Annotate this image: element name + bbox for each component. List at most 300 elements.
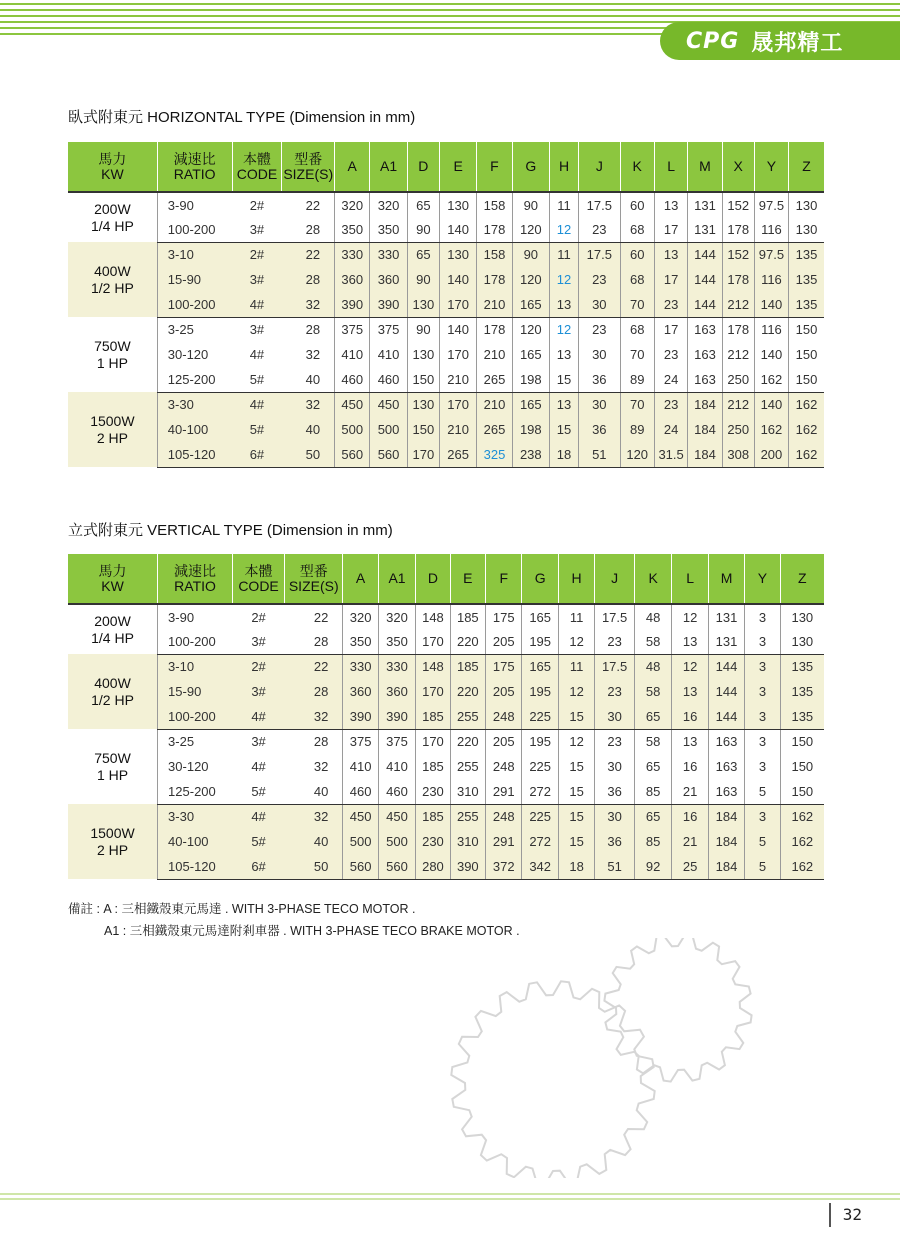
dimension-cell: 225 <box>522 754 558 779</box>
code-cell: 4# <box>233 704 285 729</box>
code-cell: 4# <box>233 804 285 829</box>
dimension-cell: 195 <box>522 629 558 654</box>
column-header <box>416 554 450 604</box>
ratio-cell: 3-30 <box>157 392 232 417</box>
column-header <box>558 554 594 604</box>
ratio-cell: 105-120 <box>157 442 232 467</box>
power-hp: 1 HP <box>96 766 129 783</box>
code-cell: 5# <box>233 829 285 854</box>
column-header <box>780 554 824 604</box>
ratio-cell: 30-120 <box>157 342 232 367</box>
dimension-cell: 184 <box>688 417 722 442</box>
dimension-cell: 13 <box>672 729 708 754</box>
dimension-cell: 30 <box>579 392 621 417</box>
column-header-label: G <box>534 570 546 586</box>
column-header-label: L <box>686 570 694 586</box>
dimension-cell: 12 <box>558 729 594 754</box>
column-header <box>789 142 824 192</box>
dimension-cell: 152 <box>722 192 754 217</box>
dimension-cell: 13 <box>654 242 688 267</box>
ratio-cell: 100-200 <box>157 217 232 242</box>
dimension-cell: 68 <box>620 217 654 242</box>
size-cell: 28 <box>305 322 321 338</box>
dimension-cell: 162 <box>780 854 824 879</box>
motor-group <box>68 242 824 317</box>
size-cell: 28 <box>285 679 343 704</box>
dimension-cell: 185 <box>416 704 450 729</box>
horizontal-dimension-table <box>68 142 824 468</box>
size-cell: 32 <box>305 347 321 362</box>
column-header-label: 型番 <box>294 150 323 167</box>
dimension-cell: 198 <box>512 367 549 392</box>
column-header <box>407 142 439 192</box>
dimension-cell: 205 <box>486 729 522 754</box>
column-header-sublabel: RATIO <box>173 165 216 182</box>
code-cell: 6# <box>233 854 285 879</box>
dimension-cell: 11 <box>549 242 578 267</box>
table-row <box>68 442 824 467</box>
dimension-cell: 152 <box>722 242 754 267</box>
column-header-label: 本體 <box>244 562 273 579</box>
power-hp: 1/4 HP <box>91 629 134 646</box>
dimension-cell: 68 <box>620 317 654 342</box>
dimension-cell: 48 <box>634 604 671 629</box>
table-row <box>68 629 824 654</box>
dimension-cell: 144 <box>708 704 744 729</box>
dimension-cell: 144 <box>688 292 722 317</box>
dimension-cell: 225 <box>522 704 558 729</box>
dimension-cell: 163 <box>708 779 744 804</box>
dimension-cell: 3 <box>745 629 780 654</box>
dimension-cell: 390 <box>378 704 415 729</box>
dimension-cell: 410 <box>378 754 415 779</box>
column-header-sublabel: CODE <box>238 577 279 594</box>
column-header-label: J <box>595 158 603 174</box>
dimension-cell: 130 <box>789 192 824 217</box>
code-cell: 2# <box>233 654 285 679</box>
power-cell <box>68 729 158 804</box>
power-kw: 400W <box>94 674 131 691</box>
dimension-cell: 220 <box>450 679 485 704</box>
dimension-cell: 13 <box>549 342 578 367</box>
dimension-cell: 135 <box>789 242 824 267</box>
dimension-cell: 372 <box>486 854 522 879</box>
column-header <box>158 554 233 604</box>
table-row <box>68 317 824 342</box>
motor-group <box>68 654 824 729</box>
dimension-cell: 163 <box>708 729 744 754</box>
dimension-cell: 170 <box>416 679 450 704</box>
dimension-cell: 30 <box>595 804 635 829</box>
dimension-cell: 165 <box>512 292 549 317</box>
dimension-cell: 178 <box>477 267 512 292</box>
dimension-cell: 97.5 <box>754 192 788 217</box>
column-header-label: 型番 <box>299 562 328 579</box>
dimension-cell: 51 <box>579 442 621 467</box>
motor-group <box>68 192 824 242</box>
code-cell: 3# <box>233 629 285 654</box>
dimension-cell: 25 <box>672 854 708 879</box>
code-cell: 2# <box>251 609 266 625</box>
ratio-cell: 3-25 <box>158 729 233 754</box>
dimension-cell: 36 <box>579 417 621 442</box>
column-header <box>282 142 335 192</box>
dimension-cell: 150 <box>780 754 824 779</box>
dimension-cell: 330 <box>370 242 407 267</box>
dimension-cell: 560 <box>370 442 407 467</box>
column-header-label: 減速比 <box>173 150 216 167</box>
dimension-cell: 65 <box>407 192 439 217</box>
dimension-cell: 70 <box>620 342 654 367</box>
motor-group <box>68 317 824 392</box>
dimension-cell: 120 <box>512 317 549 342</box>
dimension-cell: 3 <box>745 804 780 829</box>
dimension-cell: 212 <box>722 342 754 367</box>
column-header <box>378 554 415 604</box>
dimension-cell: 90 <box>512 242 549 267</box>
dimension-cell: 162 <box>789 442 824 467</box>
dimension-cell: 23 <box>595 679 635 704</box>
power-kw: 200W <box>94 612 131 629</box>
dimension-cell: 163 <box>688 367 722 392</box>
column-header-label: 馬力 <box>98 562 127 579</box>
table-row <box>68 192 824 217</box>
dimension-cell: 320 <box>370 192 407 217</box>
dimension-cell: 184 <box>708 804 744 829</box>
dimension-cell: 375 <box>370 317 407 342</box>
dimension-cell: 178 <box>722 217 754 242</box>
dimension-cell: 150 <box>780 729 824 754</box>
column-header-label: A1 <box>380 158 398 174</box>
column-header <box>579 142 621 192</box>
dimension-cell: 500 <box>335 417 370 442</box>
dimension-cell: 210 <box>477 292 512 317</box>
dimension-cell: 17.5 <box>579 192 621 217</box>
dimension-cell: 248 <box>486 804 522 829</box>
column-header-label: 減速比 <box>174 562 217 579</box>
size-cell: 28 <box>313 734 329 750</box>
code-cell: 3# <box>232 217 282 242</box>
code-cell: 4# <box>232 392 282 417</box>
dimension-cell: 92 <box>634 854 671 879</box>
column-header <box>439 142 476 192</box>
dimension-cell: 23 <box>579 317 621 342</box>
motor-group <box>68 804 824 879</box>
power-kw: 200W <box>94 200 131 217</box>
horizontal-section-title: 臥式附東元 HORIZONTAL TYPE (Dimension in mm) <box>68 109 416 126</box>
dimension-cell: 163 <box>688 317 722 342</box>
ratio-cell: 15-90 <box>158 679 233 704</box>
dimension-cell: 560 <box>378 854 415 879</box>
dimension-cell: 65 <box>407 242 439 267</box>
size-cell: 40 <box>285 829 343 854</box>
dimension-cell: 144 <box>708 679 744 704</box>
table-row <box>68 417 824 442</box>
dimension-cell: 17.5 <box>595 604 635 629</box>
column-header-label: M <box>720 570 733 586</box>
size-cell: 22 <box>285 654 343 679</box>
dimension-cell: 175 <box>486 604 522 629</box>
column-header-label: M <box>699 158 711 174</box>
column-header-label: E <box>463 570 473 586</box>
dimension-cell: 65 <box>634 804 671 829</box>
power-cell <box>68 242 157 317</box>
dimension-cell: 3 <box>745 679 780 704</box>
dimension-cell: 212 <box>722 392 754 417</box>
column-header-label: E <box>453 158 463 174</box>
column-header-label: 馬力 <box>98 150 127 167</box>
brand-name: 晟邦精工 <box>751 30 844 56</box>
dimension-cell: 460 <box>343 779 378 804</box>
dimension-cell: 21 <box>672 779 708 804</box>
dimension-cell: 130 <box>407 292 439 317</box>
dimension-cell: 11 <box>558 604 594 629</box>
column-header-label: D <box>427 570 438 586</box>
ratio-cell: 100-200 <box>158 704 233 729</box>
power-kw: 750W <box>94 337 131 354</box>
dimension-cell: 60 <box>620 192 654 217</box>
column-header <box>285 554 343 604</box>
dimension-cell: 230 <box>416 829 450 854</box>
column-header-label: Z <box>802 158 811 174</box>
dimension-cell: 120 <box>512 267 549 292</box>
dimension-cell: 178 <box>722 317 754 342</box>
code-cell: 3# <box>233 679 285 704</box>
column-header <box>450 554 485 604</box>
ratio-cell: 125-200 <box>157 367 232 392</box>
dimension-cell: 15 <box>558 704 594 729</box>
dimension-cell: 375 <box>343 729 378 754</box>
column-header <box>343 554 378 604</box>
dimension-cell: 150 <box>789 342 824 367</box>
power-hp: 1/2 HP <box>91 691 134 708</box>
dimension-cell: 255 <box>450 704 485 729</box>
dimension-cell: 18 <box>549 442 578 467</box>
dimension-cell: 30 <box>595 704 635 729</box>
size-cell: 22 <box>282 242 335 267</box>
dimension-cell: 250 <box>722 417 754 442</box>
column-header <box>370 142 407 192</box>
dimension-cell: 15 <box>558 779 594 804</box>
dimension-cell: 205 <box>486 629 522 654</box>
dimension-cell: 13 <box>672 679 708 704</box>
dimension-cell: 390 <box>335 292 370 317</box>
dimension-cell: 165 <box>512 342 549 367</box>
column-header <box>68 142 157 192</box>
column-header-sublabel: KW <box>101 165 124 182</box>
dimension-cell: 280 <box>416 854 450 879</box>
power-hp: 2 HP <box>96 429 128 446</box>
column-header <box>688 142 722 192</box>
dimension-cell: 23 <box>579 267 621 292</box>
dimension-cell: 116 <box>754 217 788 242</box>
size-cell: 50 <box>285 854 343 879</box>
dimension-cell: 560 <box>335 442 370 467</box>
table-row <box>68 704 824 729</box>
dimension-cell: 460 <box>378 779 415 804</box>
column-header <box>745 554 780 604</box>
column-header <box>477 142 512 192</box>
dimension-cell: 130 <box>439 242 476 267</box>
dimension-cell: 500 <box>343 829 378 854</box>
dimension-cell: 170 <box>407 442 439 467</box>
dimension-cell: 3 <box>745 604 780 629</box>
dimension-cell: 375 <box>378 729 415 754</box>
code-cell: 5# <box>232 367 282 392</box>
column-header-label: Z <box>798 570 807 586</box>
table-row <box>68 367 824 392</box>
dimension-cell: 210 <box>439 417 476 442</box>
power-hp: 1/2 HP <box>90 279 134 296</box>
power-cell <box>68 804 158 879</box>
dimension-cell: 17 <box>654 267 688 292</box>
dimension-cell: 230 <box>416 779 450 804</box>
dimension-cell: 342 <box>522 854 558 879</box>
dimension-cell: 184 <box>708 854 744 879</box>
code-cell: 4# <box>232 292 282 317</box>
code-cell: 5# <box>232 417 282 442</box>
table-row <box>68 804 824 829</box>
column-header <box>654 142 688 192</box>
dimension-cell: 3 <box>745 654 780 679</box>
dimension-cell: 272 <box>522 779 558 804</box>
dimension-cell: 65 <box>634 704 671 729</box>
dimension-cell: 24 <box>654 417 688 442</box>
code-cell: 2# <box>249 197 265 213</box>
dimension-cell: 291 <box>486 829 522 854</box>
dimension-cell: 58 <box>634 729 671 754</box>
column-header-label: A1 <box>388 570 406 586</box>
dimension-cell: 12 <box>549 317 578 342</box>
dimension-cell: 70 <box>620 392 654 417</box>
dimension-cell: 165 <box>522 604 558 629</box>
column-header <box>754 142 788 192</box>
dimension-cell: 140 <box>439 317 476 342</box>
dimension-cell: 144 <box>688 242 722 267</box>
dimension-cell: 360 <box>343 679 378 704</box>
dimension-cell: 144 <box>688 267 722 292</box>
brand-banner <box>660 22 900 60</box>
table-row <box>68 242 824 267</box>
column-header-label: A <box>347 158 357 174</box>
ratio-cell: 105-120 <box>158 854 233 879</box>
dimension-cell: 36 <box>595 779 635 804</box>
size-cell: 50 <box>282 442 335 467</box>
code-cell: 3# <box>232 267 282 292</box>
power-kw: 750W <box>94 749 131 766</box>
dimension-cell: 30 <box>579 342 621 367</box>
column-header <box>549 142 578 192</box>
column-header <box>486 554 522 604</box>
table-row <box>68 654 824 679</box>
code-cell: 5# <box>233 779 285 804</box>
dimension-cell: 450 <box>370 392 407 417</box>
ratio-cell: 30-120 <box>158 754 233 779</box>
dimension-cell: 140 <box>439 267 476 292</box>
dimension-cell: 30 <box>595 754 635 779</box>
dimension-cell: 185 <box>416 754 450 779</box>
power-hp: 2 HP <box>96 841 129 858</box>
column-header <box>232 142 282 192</box>
table-row <box>68 854 824 879</box>
dimension-cell: 12 <box>558 679 594 704</box>
dimension-cell: 116 <box>754 317 788 342</box>
ratio-cell: 3-10 <box>158 654 233 679</box>
power-hp: 1 HP <box>96 354 128 371</box>
column-header <box>233 554 285 604</box>
dimension-cell: 131 <box>708 629 744 654</box>
dimension-cell: 150 <box>407 417 439 442</box>
dimension-cell: 163 <box>688 342 722 367</box>
column-header <box>672 554 708 604</box>
dimension-cell: 13 <box>549 392 578 417</box>
dimension-cell: 265 <box>477 367 512 392</box>
dimension-cell: 48 <box>634 654 671 679</box>
dimension-cell: 12 <box>549 217 578 242</box>
dimension-cell: 460 <box>335 367 370 392</box>
dimension-cell: 220 <box>450 629 485 654</box>
dimension-cell: 158 <box>477 192 512 217</box>
dimension-cell: 130 <box>780 604 824 629</box>
dimension-cell: 325 <box>477 442 512 467</box>
ratio-cell: 40-100 <box>158 829 233 854</box>
power-cell <box>68 192 157 242</box>
size-cell: 32 <box>285 704 343 729</box>
dimension-cell: 130 <box>780 629 824 654</box>
ratio-cell: 100-200 <box>157 292 232 317</box>
size-cell: 22 <box>313 609 329 625</box>
vertical-section-title: 立式附東元 VERTICAL TYPE (Dimension in mm) <box>68 522 393 539</box>
dimension-cell: 85 <box>634 779 671 804</box>
dimension-cell: 360 <box>378 679 415 704</box>
dimension-cell: 24 <box>654 367 688 392</box>
dimension-cell: 3 <box>745 729 780 754</box>
dimension-cell: 148 <box>416 654 450 679</box>
dimension-cell: 178 <box>722 267 754 292</box>
dimension-cell: 131 <box>688 192 722 217</box>
dimension-cell: 308 <box>722 442 754 467</box>
column-header-label: H <box>571 570 582 586</box>
dimension-cell: 36 <box>595 829 635 854</box>
size-cell: 40 <box>282 367 335 392</box>
dimension-cell: 350 <box>343 629 378 654</box>
dimension-cell: 130 <box>407 392 439 417</box>
dimension-cell: 210 <box>439 367 476 392</box>
dimension-cell: 310 <box>450 779 485 804</box>
code-cell: 4# <box>251 759 266 774</box>
dimension-cell: 12 <box>672 654 708 679</box>
column-header <box>68 554 158 604</box>
column-header-label: H <box>558 158 570 174</box>
dimension-cell: 265 <box>477 417 512 442</box>
dimension-cell: 120 <box>512 217 549 242</box>
dimension-cell: 198 <box>512 417 549 442</box>
size-cell: 28 <box>282 267 335 292</box>
power-cell <box>68 392 157 467</box>
notes <box>68 898 520 942</box>
dimension-cell: 16 <box>672 804 708 829</box>
table-row <box>68 754 824 779</box>
dimension-cell: 320 <box>335 192 370 217</box>
dimension-cell: 375 <box>335 317 370 342</box>
column-header-label: X <box>733 158 743 174</box>
dimension-cell: 15 <box>549 417 578 442</box>
note-line-2: A1 : 三相鐵殼東元馬達附剎車器 . WITH 3-PHASE TECO BRAKE MOTOR . <box>104 924 520 938</box>
dimension-cell: 175 <box>486 654 522 679</box>
note-line-1: 備註 : A : 三相鐵殼東元馬達 . WITH 3-PHASE TECO MOTOR . <box>68 902 416 916</box>
dimension-cell: 23 <box>595 629 635 654</box>
column-header-label: 本體 <box>242 150 271 167</box>
